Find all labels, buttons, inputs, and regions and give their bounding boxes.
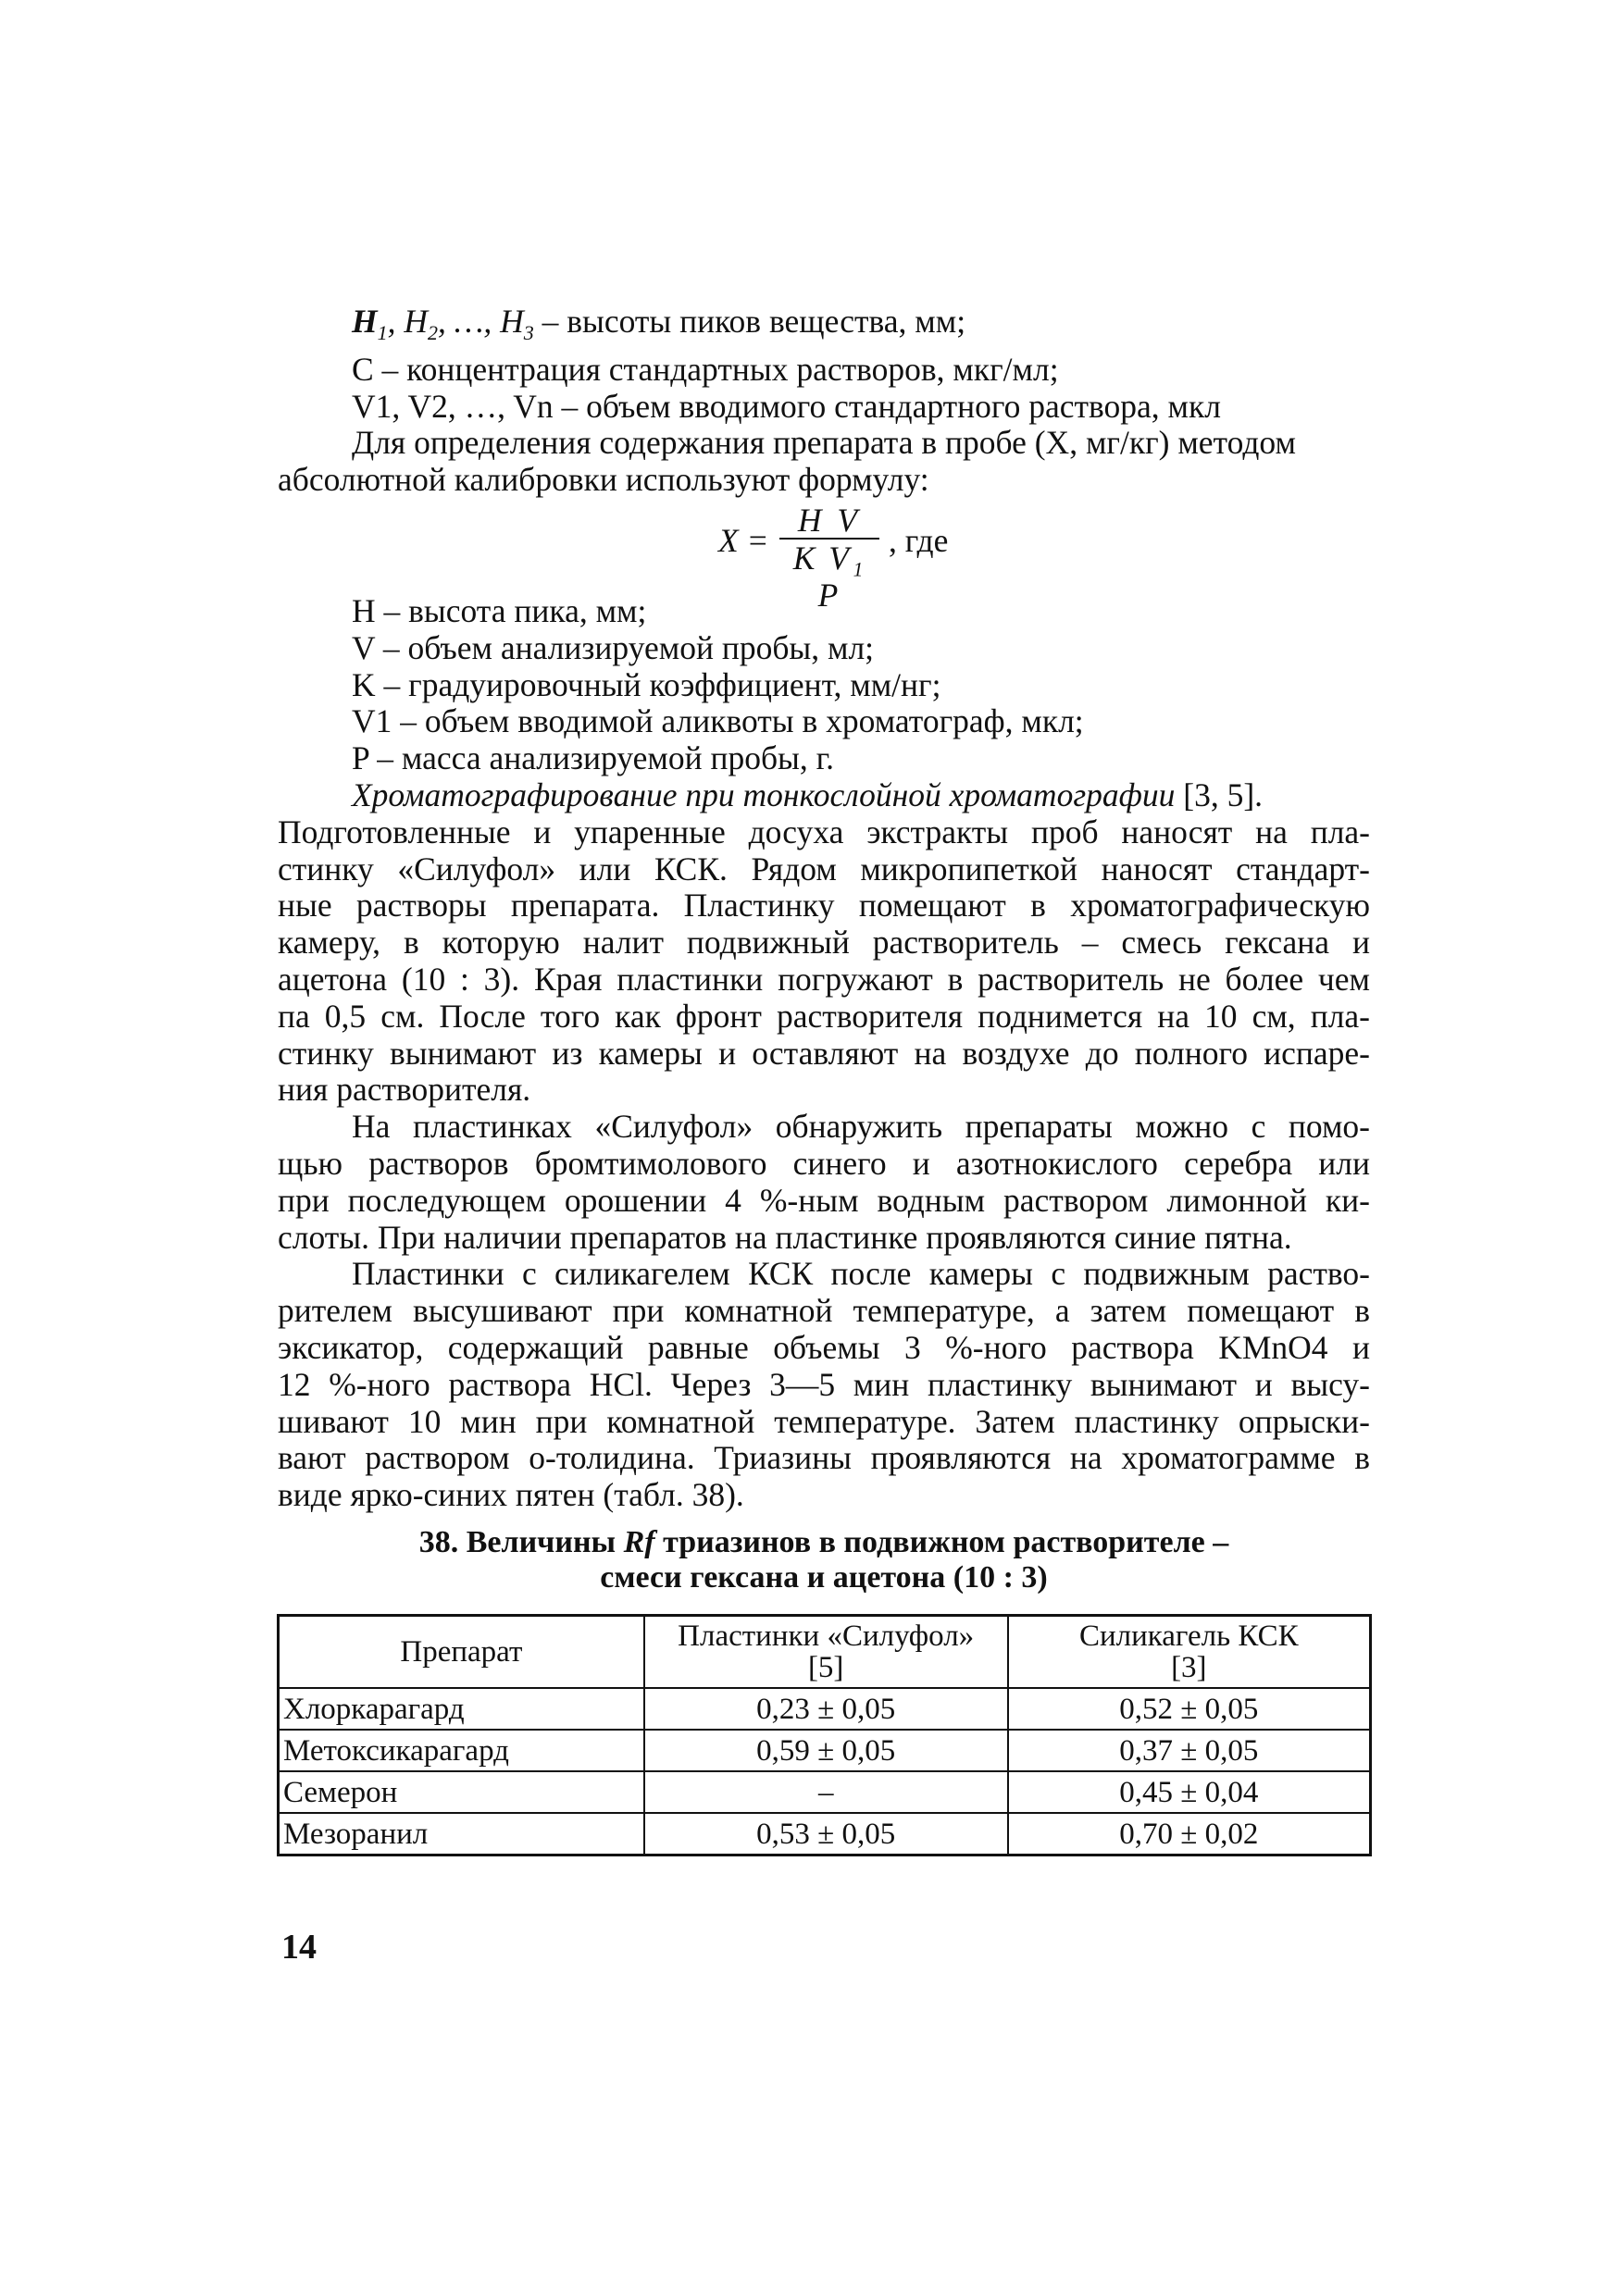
ksk-line: рителем высушивают при комнатной температуре, а затем помещают в [278,1292,1370,1330]
rf-symbol: Rf [623,1525,655,1559]
ksk-last-line: виде ярко-синих пятен (табл. 38). [278,1476,744,1514]
rf-values-table [277,1614,1372,1856]
ksk-line: шивают 10 мин при комнатной температуре. Затем пластинку опрыски- [278,1402,1370,1440]
table-row [279,1813,1371,1855]
tlc-heading-line [278,777,1370,814]
definition-concentration: C – концентрация стандартных растворов, мкг/мл; [352,350,1059,388]
cell-ksk: 0,37 ± 0,05 [1008,1730,1371,1771]
cell-silufol: 0,53 ± 0,05 [644,1813,1008,1855]
tlc-line: стинку «Силуфол» или КСК. Рядом микропипеткой наносят стандарт- [278,850,1370,887]
table-caption-line-2: смеси гексана и ацетона (10 : 3) [600,1560,1048,1595]
cell-ksk: 0,70 ± 0,02 [1008,1813,1371,1855]
ksk-line: Пластинки с силикагелем КСК после камеры с подвижным раство- [352,1255,1370,1293]
header-preparation: Препарат [279,1616,644,1689]
table-caption [278,1525,1370,1595]
tlc-line: па 0,5 см. После того как фронт растворителя поднимется на 10 см, пла- [278,997,1370,1035]
intro-line-1: Для определения содержания препарата в пробе (X, мг/кг) методом [352,424,1296,462]
formula-denominator: K V₁ P [792,540,866,614]
silufol-line: На пластинках «Силуфол» обнаружить препараты можно с помо- [352,1108,1370,1146]
table-caption-line-1: 38. Величины Rf триазинов в подвижном растворителе – [418,1525,1229,1559]
formula-lhs: X = [718,522,769,560]
definition-k: K – градуировочный коэффициент, мм/нг; [352,665,941,703]
definition-peak-heights-text: – высоты пиков вещества, мм; [533,303,966,340]
table-header-row [279,1616,1371,1689]
table-row [279,1730,1371,1771]
silufol-line: при последующем орошении 4 %-ным водным раствором лимонной ки- [278,1181,1370,1219]
silufol-line: щью растворов бромтимолового синего и азотнокислого серебра или [278,1145,1370,1183]
intro-line-2: абсолютной калибровки используют формулу: [278,461,929,499]
tlc-line: ные растворы препарата. Пластинку помещают в хроматографическую [278,887,1370,925]
definition-standard-volume: V1, V2, …, Vn – объем вводимого стандартного раствора, мкл [352,387,1221,425]
cell-ksk: 0,52 ± 0,05 [1008,1688,1371,1730]
tlc-ref: [3, 5]. [1175,776,1264,814]
ksk-line: эксикатор, содержащий равные объемы 3 %-ного раствора KMnO4 и [278,1329,1370,1367]
ksk-line: вают раствором о-толидина. Триазины проявляются на хроматограмме в [278,1439,1370,1477]
page-number: 14 [281,1928,317,1967]
definition-p: P – масса анализируемой пробы, г. [352,739,835,777]
definition-v1: V1 – объем вводимой аликвоты в хроматограф, мкл; [352,702,1084,740]
header-silufol: Пластинки «Силуфол» [5] [644,1616,1008,1689]
tlc-last-line: ния растворителя. [278,1071,531,1109]
definition-peak-heights: $H_1$, $H_2$, …, $H_3$ – высоты пиков вещества, мм; [352,303,966,345]
header-ksk: Силикагель КСК [3] [1008,1616,1371,1689]
definition-v: V – объем анализируемой пробы, мл; [352,628,875,666]
tlc-line: Подготовленные и упаренные досуха экстракты проб наносят на пла- [278,813,1370,850]
cell-preparation: Метоксикарагард [279,1730,644,1771]
tlc-heading: Хроматографирование при тонкослойной хроматографии [352,776,1176,814]
tlc-line: камеру, в которую налит подвижный растворитель – смесь гексана и [278,924,1370,962]
cell-silufol: 0,59 ± 0,05 [644,1730,1008,1771]
formula-tail: , где [889,522,949,560]
formula-numerator: H V [797,502,862,540]
definition-h: H – высота пика, мм; [352,592,647,630]
cell-silufol: 0,23 ± 0,05 [644,1688,1008,1730]
formula-fraction [778,502,881,614]
page-content [278,304,1370,1856]
table-row [279,1771,1371,1813]
cell-silufol: – [644,1771,1008,1813]
cell-ksk: 0,45 ± 0,04 [1008,1771,1371,1813]
ksk-line: 12 %-ного раствора HCl. Через 3—5 мин пластинку вынимают и высу- [278,1365,1370,1403]
tlc-line: ацетона (10 : 3). Края пластинки погружают в растворитель не более чем [278,961,1370,999]
silufol-last-line: слоты. При наличии препаратов на пластинке проявляются синие пятна. [278,1218,1292,1256]
table-row [279,1688,1371,1730]
cell-preparation: Семерон [279,1771,644,1813]
cell-preparation: Мезоранил [279,1813,644,1855]
cell-preparation: Хлоркарагард [279,1688,644,1730]
tlc-line: стинку вынимают из камеры и оставляют на воздухе до полного испаре- [278,1034,1370,1072]
